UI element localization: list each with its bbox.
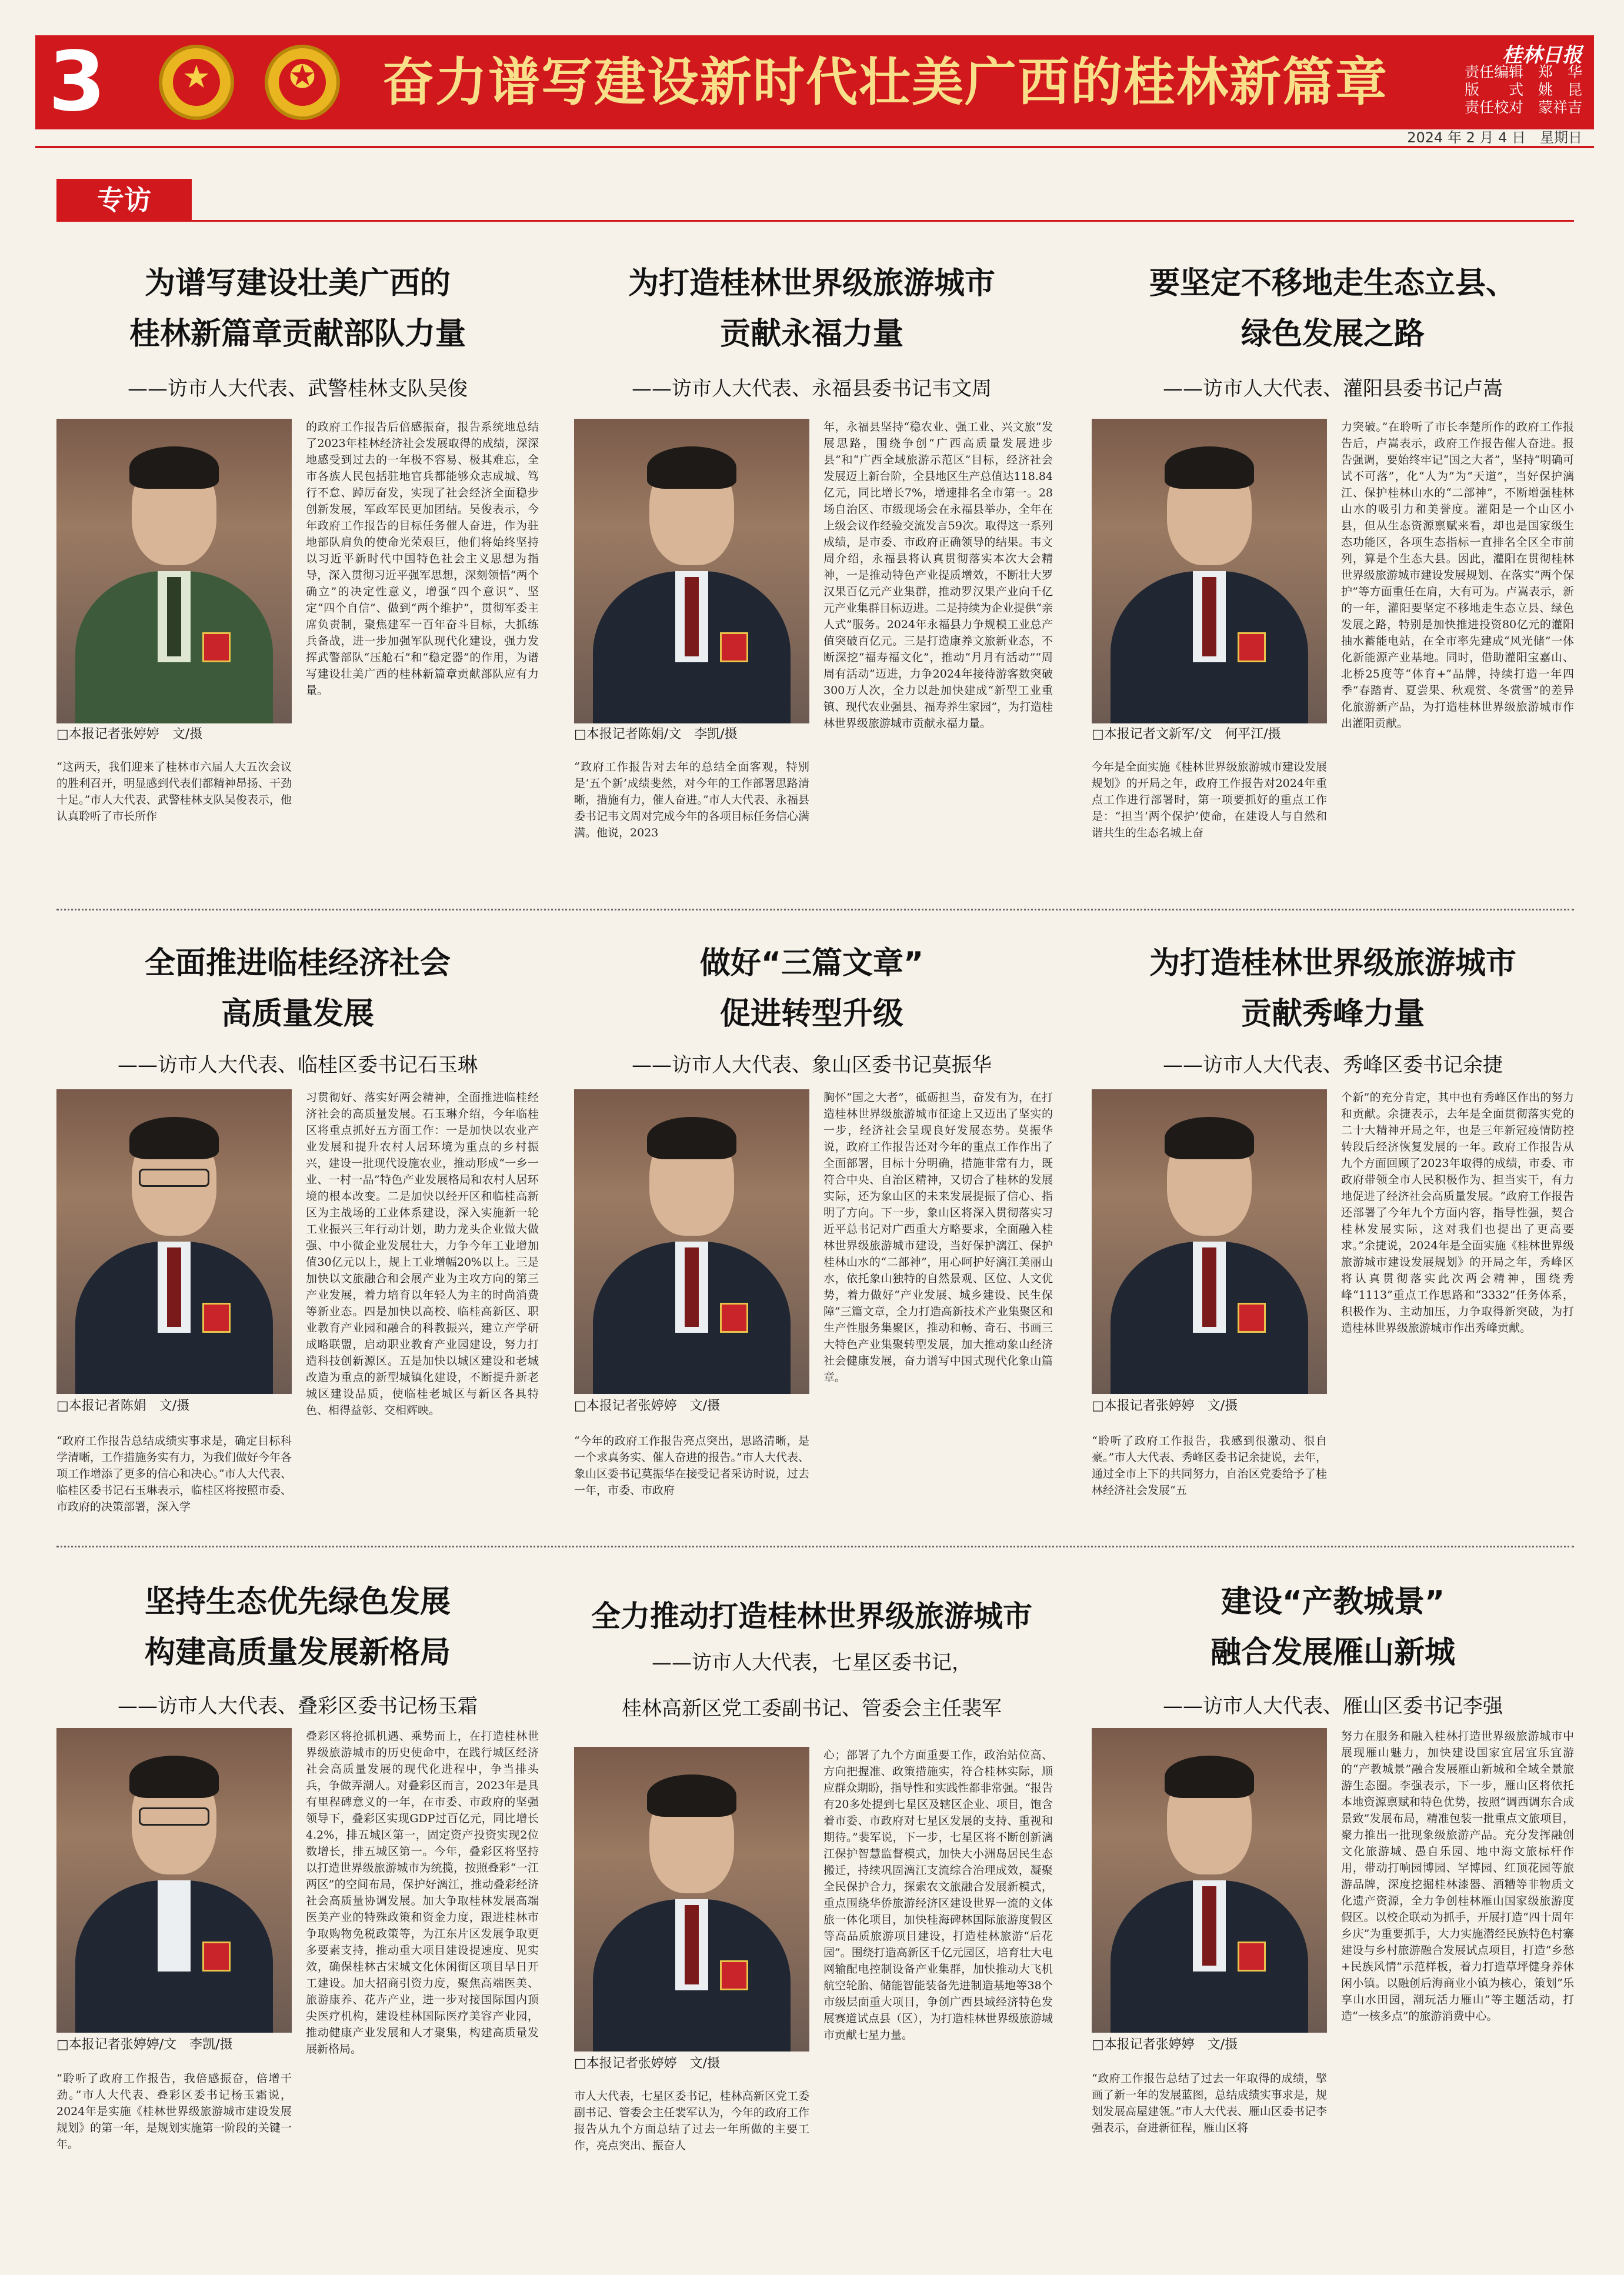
article-body: 力突破。”在聆听了市长李楚所作的政府工作报告后，卢嵩表示，政府工作报告催人奋进。报告强调，要始终牢记“国之大者”，坚持“明确可试不可落”，化“人为”为“天道”，当好保护漓江、保护桂林山水的“二部神”，不断增强桂林山水的吸引力和美誉度。灌阳是一个山区小县，但从生态资源禀赋来看，却也是国家级生态功能区，各项生态指标一直排名全区全市前列，算是个生态大县。因此，灌阳在贯彻桂林世界级旅游城市建设发展规划、在落实“两个保护”等方面重任在肩，大有可为。卢嵩表示，新的一年，灌阳要坚定不移地走生态立县、绿色发展之路，特别是加快推进投资80亿元的灌阳抽水蓄能电站，在全市率先建成“风光储”一体化新能源产业基地。同时，借助灌阳宝嘉山、北桥25度等“体育+”品牌，持续打造一年四季“春踏青、夏尝果、秋观赏、冬赏雪”的差异化旅游新产品，为打造桂林世界级旅游城市作出灌阳贡献。 [1341, 421, 1574, 730]
page-headline: 奋力谱写建设新时代壮美广西的桂林新篇章 [382, 52, 1389, 112]
proofreader-credit: 责任校对 蒙祥吉 [1464, 99, 1582, 116]
photo-credit: □本报记者张婷婷 文/摄 [574, 2056, 721, 2071]
article-title: 构建高质量发展新格局 [144, 1635, 451, 1670]
article-title: 融合发展雁山新城 [1210, 1635, 1455, 1670]
header-rule [35, 146, 1594, 148]
national-emblem-icon: ★ [159, 45, 234, 120]
article-subtitle: ——访市人大代表、叠彩区委书记杨玉霜 [118, 1694, 478, 1718]
article-body: 的政府工作报告后倍感振奋，报告系统地总结了2023年桂林经济社会发展取得的成绩，深深地感受到过去的一年极不容易、极其难忘，全市各族人民包括驻地官兵都能够众志成城、笃行不怠、踔厉奋发，实现了社会经济全面稳步创新发展，军政军民更加团结。吴俊表示，今年政府工作报告的目标任务催人奋进，作为驻地部队肩负的使命光荣艰巨，他们将始终坚持以习近平新时代中国特色社会主义思想为指导，深入贯彻习近平强军思想，深刻领悟“两个确立”的决定性意义，增强“四个意识”、坚定“四个自信”、做到“两个维护”，贯彻军委主席负责制，聚焦建军一百年奋斗目标，大抓练兵备战，进一步加强军队现代化建设，强力发挥武警部队“压舱石”和“稳定器”的作用，为谱写建设壮美广西的桂林新篇章贡献部队应有力量。 [306, 421, 539, 697]
article-lead: 市人大代表，七星区委书记，桂林高新区党工委副书记、管委会主任裴军认为，今年的政府工作报告从九个方面总结了过去一年所做的主要工作，亮点突出、振奋人 [574, 2090, 809, 2152]
photo-credit: □本报记者陈娟 文/摄 [56, 1399, 190, 1413]
portrait-photo [1092, 1089, 1327, 1394]
article-title: 建设“产教城景” [1220, 1585, 1445, 1620]
article-subtitle: ——访市人大代表、雁山区委书记李强 [1163, 1694, 1503, 1718]
portrait-photo [574, 419, 809, 723]
article-title: 做好“三篇文章” [699, 946, 924, 981]
article-title: 贡献秀峰力量 [1240, 996, 1425, 1032]
article-lead: “政府工作报告总结了过去一年取得的成绩，擘画了新一年的发展蓝图，总结成绩实事求是，规划发展高屋建瓴。”市人大代表、雁山区委书记李强表示，奋进新征程，雁山区将 [1092, 2072, 1327, 2134]
photo-credit: □本报记者张婷婷 文/摄 [1092, 1399, 1238, 1413]
portrait-photo [1092, 419, 1327, 723]
photo-credit: □本报记者陈娟/文 李凯/摄 [574, 727, 738, 742]
article-lead: “政府工作报告总结成绩实事求是，确定目标科学清晰，工作措施务实有力，为我们做好今年各项工作增添了更多的信心和决心。”市人大代表、临桂区委书记石玉琳表示，临桂区将按照市委、市政府的决策部署，深入学 [56, 1435, 292, 1513]
newspaper-logo: 桂林日报 [1502, 44, 1582, 67]
editor-credit: 责任编辑 郑 华 [1464, 64, 1582, 81]
article-title: 全面推进临桂经济社会 [144, 946, 451, 981]
row-divider [56, 909, 1574, 910]
article-subtitle: ——访市人大代表、临桂区委书记石玉琳 [118, 1053, 478, 1077]
issue-date: 2024 年 2 月 4 日 星期日 [1407, 129, 1582, 146]
portrait-photo [574, 1747, 809, 2051]
designer-credit: 版 式 姚 昆 [1464, 81, 1582, 98]
article-lead: “今年的政府工作报告亮点突出，思路清晰，是一个求真务实、催人奋进的报告。”市人大代表、象山区委书记莫振华在接受记者采访时说，过去一年，市委、市政府 [574, 1435, 809, 1497]
portrait-photo [574, 1089, 809, 1394]
photo-credit: □本报记者张婷婷/文 李凯/摄 [56, 2037, 233, 2052]
article-body: 个新”的充分肯定，其中也有秀峰区作出的努力和贡献。余捷表示，去年是全面贯彻落实党的二十大精神开局之年，也是三年新冠疫情防控转段后经济恢复发展的一年。政府工作报告从九个方面回顾了2023年取得的成绩，市委、市政府带领全市人民积极作为、担当实干，有力地促进了经济社会高质量发展。“政府工作报告还部署了今年九个方面内容，指导性强，契合桂林发展实际，这对我们也提出了更高要求。”余捷说，2024年是全面实施《桂林世界级旅游城市建设发展规划》的开局之年，秀峰区将认真贯彻落实此次两会精神，围绕秀峰“1113”重点工作思路和“3332”任务体系，积极作为、主动加压，力争取得新突破，为打造桂林世界级旅游城市作出秀峰贡献。 [1341, 1091, 1574, 1335]
article-title: 为打造桂林世界级旅游城市 [628, 266, 995, 301]
article-title: 贡献永福力量 [719, 316, 903, 352]
article-body: 叠彩区将抢抓机遇、乘势而上，在打造桂林世界级旅游城市的历史使命中，在践行城区经济社会高质量发展的现代化进程中，争当排头兵，争做弄潮人。对叠彩区而言，2023年是具有里程碑意义的一年，在市委、市政府的坚强领导下，叠彩区实现GDP过百亿元，同比增长4.2%，排五城区第一，固定资产投资实现2位数增长，排五城区第一。今年，叠彩区将坚持以打造世界级旅游城市为统揽，按照叠彩“一江两区”的空间布局，保护好漓江，推动叠彩经济社会高质量协调发展。加大争取桂林发展高端医美产业的特殊政策和资金力度，跟进桂林市争取购物免税政策等，为江东片区发展争取更多要素支持，推动重大项目建设提速度、见实效，确保桂林古宋城文化休闲街区项目早日开工建设。加大招商引资力度，聚焦高端医美、旅游康养、花卉产业，进一步对接国际国内顶尖医疗机构，建设桂林国际医疗美容产业园，推动健康产业发展和人才聚集，构建高质量发展新格局。 [306, 1730, 539, 2056]
article-subtitle: ——访市人大代表、象山区委书记莫振华 [632, 1053, 992, 1077]
article-subtitle: ——访市人大代表、武警桂林支队吴俊 [128, 377, 468, 401]
article-lead: “这两天，我们迎来了桂林市六届人大五次会议的胜利召开，明显感到代表们都精神昂扬、干劲十足。”市人大代表、武警桂林支队吴俊表示，他认真聆听了市长所作 [56, 760, 292, 823]
article-body: 努力在服务和融入桂林打造世界级旅游城市中展现雁山魅力，加快建设国家宜居宜乐宜游的“产教城景”融合发展雁山新城和全域全景旅游生态圈。李强表示，下一步，雁山区将依托本地资源禀赋和特色优势，按照“调西调东合成景致”发展布局，精准包装一批重点文旅项目，聚力推出一批现象级旅游产品。充分发挥融创文化旅游城、愚自乐园、地中海文旅标杆作用，带动打响园博园、罕博园、红顶花园等旅游品牌，深度挖掘桂林漆器、酒糟等非物质文化遗产资源，全力争创桂林雁山国家级旅游度假区。以校企联动为抓手，开展打造“四十周年乡庆”为重要抓手，大力实施潜经民族特色村寨建设与乡村旅游融合发展试点项目，打造“乡愁+民族风情”示范样板，着力打造草坪健身养休闲小镇。以融创后海商业小镇为核心，策划“乐享山水田园，潮玩活力雁山”等主题活动，打造“一核多点”的旅游消费中心。 [1341, 1730, 1574, 2023]
article-title: 促进转型升级 [719, 996, 903, 1032]
page-number: 3 [48, 34, 106, 130]
photo-credit: □本报记者张婷婷 文/摄 [574, 1399, 721, 1413]
article-subtitle: ——访市人大代表、永福县委书记韦文周 [632, 377, 992, 401]
portrait-photo [1092, 1728, 1327, 2033]
portrait-photo [56, 419, 292, 723]
article-lead: “政府工作报告对去年的总结全面客观，特别是‘五个新’成绩斐然，对今年的工作部署思路清晰，措施有力，催人奋进。”市人大代表、永福县委书记韦文周对完成今年的各项目标任务信心满满。他说，2023 [574, 760, 809, 839]
photo-credit: □本报记者文新军/文 何平江/摄 [1092, 727, 1281, 742]
article-title: 桂林新篇章贡献部队力量 [129, 316, 466, 352]
article-lead: “聆听了政府工作报告，我倍感振奋，倍增干劲。”市人大代表、叠彩区委书记杨玉霜说，2024年是实施《桂林世界级旅游城市建设发展规划》的第一年，是规划实施第一阶段的关键一年。 [56, 2072, 292, 2151]
article-body: 习贯彻好、落实好两会精神，全面推进临桂经济社会的高质量发展。石玉琳介绍，今年临桂区将重点抓好五方面工作：一是加快以农业产业发展和提升农村人居环境为重点的乡村振兴，建设一批现代设施农业，推动形成“一乡一业、一村一品”特色产业发展格局和农村人居环境的根本改变。二是加快以经开区和临桂高新区为主战场的工业体系建设，深入实施新一轮工业振兴三年行动计划，助力龙头企业做大做强、中小微企业发展壮大，力争今年工业增加值30亿元以上，规上工业增幅20%以上。三是加快以文旅融合和会展产业为主攻方向的第三产业发展，着力培育以年轻人为主的时尚消费等新业态。四是加快以高校、临桂高新区、职业教育产业园和融合的科教振兴，建立产学研成略联盟，启动职业教育产业园建设，努力打造科技创新源区。五是加快以城区建设和老城改造为重点的新型城镇化建设，不断提升新老城区建设品质，使临桂老城区与新区各具特色、相得益彰、交相辉映。 [306, 1091, 539, 1417]
photo-credit: □本报记者张婷婷 文/摄 [1092, 2037, 1238, 2052]
portrait-photo [56, 1728, 292, 2033]
article-title: 绿色发展之路 [1240, 316, 1425, 352]
article-subtitle: ——访市人大代表，七星区委书记， [652, 1651, 972, 1674]
article-body: 心；部署了九个方面重要工作，政治站位高、方向把握准、政策措施实，符合桂林实际，顺应群众期盼，指导性和实践性都非常强。“报告有20多处提到七星区及辖区企业、项目，饱含着市委、市政府对七星区发展的支持、重视和期待。”裴军说，下一步，七星区将不断创新漓江保护智慧监督模式，加快大小洲岛居民生态搬迁，持续巩固漓江支流综合治理成效，凝聚全民保护合力，探索农文旅融合发展新模式，重点围绕华侨旅游经济区建设世界一流的文体旅一体化项目，加快桂海碑林国际旅游度假区等高品质旅游项目建设，打造桂林旅游“后花园”。围绕打造高新区千亿元园区，培育壮大电网输配电控制设备产业集群，加快推动大飞机航空轮胎、储能智能装备先进制造基地等38个市级层面重大项目，争创广西县域经济特色发展赛道试点县（区），为打造桂林世界级旅游城市贡献七星力量。 [823, 1749, 1053, 2042]
portrait-photo [56, 1089, 292, 1394]
article-body: 年，永福县坚持“稳农业、强工业、兴文旅”发展思路，围绕争创“广西高质量发展进步县”和“广西全域旅游示范区”目标，经济社会发展迈上新台阶，全县地区生产总值达118.84亿元，同比增长7%，增速排名全市第一。28场自治区、市级现场会在永福县举办，全年在上级会议作经验交流发言59次。取得这一系列成绩，是市委、市政府正确领导的结果。韦文周介绍，永福县将认真贯彻落实本次大会精神，一是推动特色产业提质增效，不断壮大罗汉果百亿元产业集群，推动罗汉果产业向千亿元产业集群目标迈进。二是持续为企业提供“亲人式”服务。2024年永福县力争规模工业总产值突破百亿元。三是打造康养文旅新业态，不断深挖“福寿福文化”，推动“月月有活动”“周周有活动”迈进，力争2024年接待游客数突破300万人次，全力以赴加快建成“新型工业重镇、现代农业强县、福寿养生家园”，为打造桂林世界级旅游城市贡献永福力量。 [823, 421, 1053, 730]
row-divider [56, 1546, 1574, 1547]
article-subtitle: ——访市人大代表、秀峰区委书记余捷 [1163, 1053, 1503, 1077]
column-label: 专访 [56, 179, 192, 221]
column-rule [56, 220, 1574, 222]
article-title: 坚持生态优先绿色发展 [144, 1585, 451, 1620]
article-title: 全力推动打造桂林世界级旅游城市 [591, 1599, 1032, 1633]
article-title: 为打造桂林世界级旅游城市 [1149, 946, 1516, 981]
article-lead: 今年是全面实施《桂林世界级旅游城市建设发展规划》的开局之年，政府工作报告对2024年重点工作进行部署时，第一项要抓好的重点工作是：“担当‘两个保护’使命，在建设人与自然和谐共生的生态名城上奋 [1092, 760, 1327, 839]
article-lead: “聆听了政府工作报告，我感到很激动、很自豪。”市人大代表、秀峰区委书记余捷说，去年，通过全市上下的共同努力，自治区党委给予了桂林经济社会发展“五 [1092, 1435, 1327, 1497]
article-subtitle: 桂林高新区党工委副书记、管委会主任裴军 [622, 1697, 1002, 1720]
article-body: 胸怀“国之大者”，砥砺担当，奋发有为，在打造桂林世界级旅游城市征途上又迈出了坚实的一步，经济社会呈现良好发展态势。莫振华说，政府工作报告还对今年的重点工作作出了全面部署，目标十分明确，措施非常有力，既符合中央、自治区精神，又切合了桂林的发展实际，还为象山区的未来发展提振了信心、指明了方向。下一步，象山区将深入贯彻落实习近平总书记对广西重大方略要求，全面融入桂林世界级旅游城市建设，当好保护漓江、保护桂林山水的“二部神”，用心呵护好漓江美丽山水，依托象山独特的自然景观、区位、人文优势，着力做好“产业发展、城乡建设、民生保障”三篇文章，全力打造高新技术产业集聚区和生产性服务集聚区，推动和畅、奇石、书画三大特色产业集聚转型发展，加大推动象山经济社会健康发展，奋力谱写中国式现代化象山篇章。 [823, 1091, 1053, 1384]
photo-credit: □本报记者张婷婷 文/摄 [56, 727, 203, 742]
article-title: 高质量发展 [221, 996, 374, 1032]
cppcc-emblem-icon: ✪ [265, 45, 340, 120]
article-title: 要坚定不移地走生态立县、 [1149, 266, 1516, 301]
article-title: 为谱写建设壮美广西的 [144, 266, 451, 301]
article-subtitle: ——访市人大代表、灌阳县委书记卢嵩 [1163, 377, 1503, 401]
